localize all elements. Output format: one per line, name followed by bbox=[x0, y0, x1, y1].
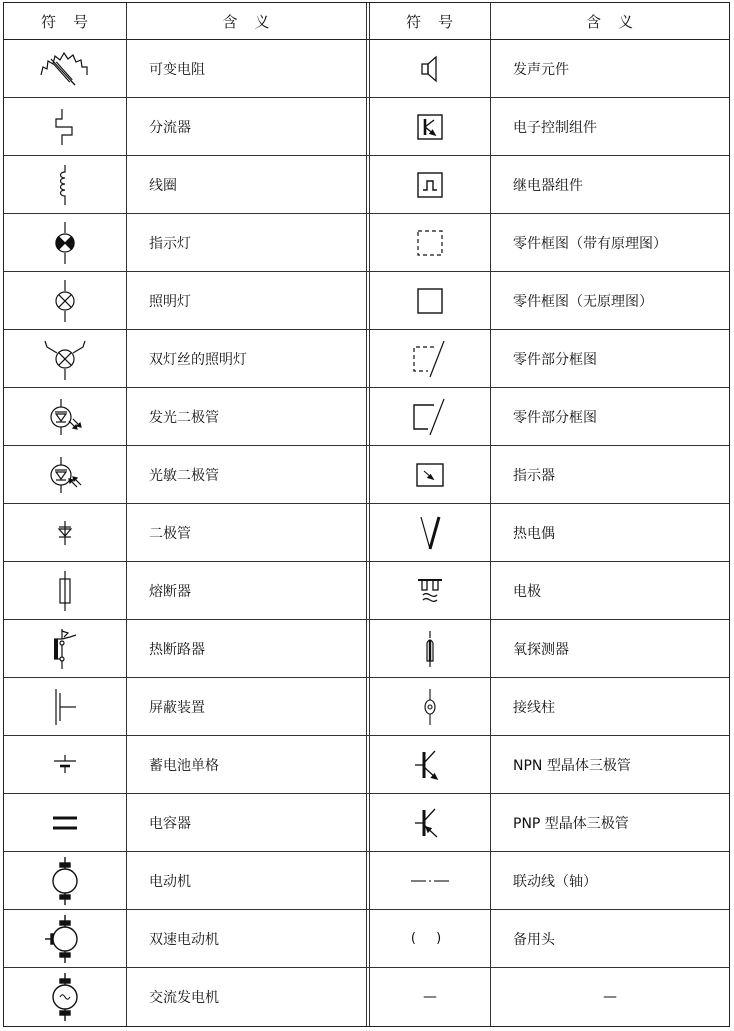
table-row-label: 分流器 bbox=[149, 119, 191, 136]
fuse-icon bbox=[4, 562, 126, 619]
table-row-label: 零件框图（带有原理图） bbox=[513, 235, 667, 252]
partial-solid-box-icon bbox=[370, 388, 490, 445]
partial-dashed-box-icon bbox=[370, 330, 490, 387]
table-row-label: 电动机 bbox=[149, 873, 191, 890]
empty-symbol: — bbox=[423, 988, 437, 1005]
thermocouple-icon bbox=[370, 504, 490, 561]
table-row-label: 指示器 bbox=[513, 467, 555, 484]
symbol-table bbox=[3, 2, 730, 1027]
table-row-label: 线圈 bbox=[149, 177, 177, 194]
npn-transistor-icon bbox=[370, 736, 490, 793]
speaker-icon bbox=[370, 40, 490, 97]
lamp-icon bbox=[4, 272, 126, 329]
oxygen-sensor-icon bbox=[370, 620, 490, 677]
capacitor-icon bbox=[4, 794, 126, 851]
table-row-label: 照明灯 bbox=[149, 293, 191, 310]
table-row-label: 蓄电池单格 bbox=[149, 757, 219, 774]
table-row-label: 联动线（轴） bbox=[513, 873, 597, 890]
table-row-label: PNP 型晶体三极管 bbox=[513, 815, 629, 832]
ac-generator-icon bbox=[4, 968, 126, 1025]
table-row-label: 接线柱 bbox=[513, 699, 555, 716]
table-row-label: 电极 bbox=[513, 583, 541, 600]
photodiode-icon bbox=[4, 446, 126, 503]
diode-icon bbox=[4, 504, 126, 561]
table-row-label: 热电偶 bbox=[513, 525, 555, 542]
table-row-label: 零件部分框图 bbox=[513, 351, 597, 368]
table-row-label: 熔断器 bbox=[149, 583, 191, 600]
variable-resistor-icon bbox=[4, 40, 126, 97]
table-row-label: 氧探测器 bbox=[513, 641, 569, 658]
table-row-label: NPN 型晶体三极管 bbox=[513, 757, 631, 774]
header-symbol-right: 符 号 bbox=[405, 12, 454, 31]
motor-icon bbox=[4, 852, 126, 909]
table-row-label: 电容器 bbox=[149, 815, 191, 832]
table-row-label: 热断路器 bbox=[149, 641, 205, 658]
relay-icon bbox=[370, 156, 490, 213]
table-row-label: 零件框图（无原理图） bbox=[513, 293, 653, 310]
table-row-label: 光敏二极管 bbox=[149, 467, 219, 484]
shunt-icon bbox=[4, 98, 126, 155]
header-meaning-left: 含 义 bbox=[222, 12, 271, 31]
shield-icon bbox=[4, 678, 126, 735]
spare-head-icon: ( ) bbox=[410, 931, 450, 946]
solid-box-icon bbox=[370, 272, 490, 329]
table-row-label: — bbox=[603, 988, 617, 1005]
table-row-label: 指示灯 bbox=[149, 235, 191, 252]
led-icon bbox=[4, 388, 126, 445]
thermal-breaker-icon bbox=[4, 620, 126, 677]
table-row-label: 二极管 bbox=[149, 525, 191, 542]
table-row-label: 屏蔽装置 bbox=[149, 699, 205, 716]
dual-filament-lamp-icon bbox=[4, 330, 126, 387]
table-row-label: 零件部分框图 bbox=[513, 409, 597, 426]
table-row-label: 电子控制组件 bbox=[513, 119, 597, 136]
table-row-label: 继电器组件 bbox=[513, 177, 583, 194]
header-symbol-left: 符 号 bbox=[40, 12, 89, 31]
table-row-label: 双速电动机 bbox=[149, 931, 219, 948]
indicator-lamp-icon bbox=[4, 214, 126, 271]
table-row-label: 双灯丝的照明灯 bbox=[149, 351, 247, 368]
table-row-label: 交流发电机 bbox=[149, 989, 219, 1006]
linkage-line-icon bbox=[370, 852, 490, 909]
dashed-box-icon bbox=[370, 214, 490, 271]
indicator-meter-icon bbox=[370, 446, 490, 503]
table-row-label: 发光二极管 bbox=[149, 409, 219, 426]
terminal-post-icon bbox=[370, 678, 490, 735]
table-row-label: 发声元件 bbox=[513, 61, 569, 78]
battery-cell-icon bbox=[4, 736, 126, 793]
two-speed-motor-icon bbox=[4, 910, 126, 967]
electronic-control-icon bbox=[370, 98, 490, 155]
electrode-icon bbox=[370, 562, 490, 619]
table-row-label: 可变电阻 bbox=[149, 61, 205, 78]
pnp-transistor-icon bbox=[370, 794, 490, 851]
header-meaning-right: 含 义 bbox=[585, 12, 634, 31]
table-row-label: 备用头 bbox=[513, 931, 555, 948]
coil-icon bbox=[4, 156, 126, 213]
